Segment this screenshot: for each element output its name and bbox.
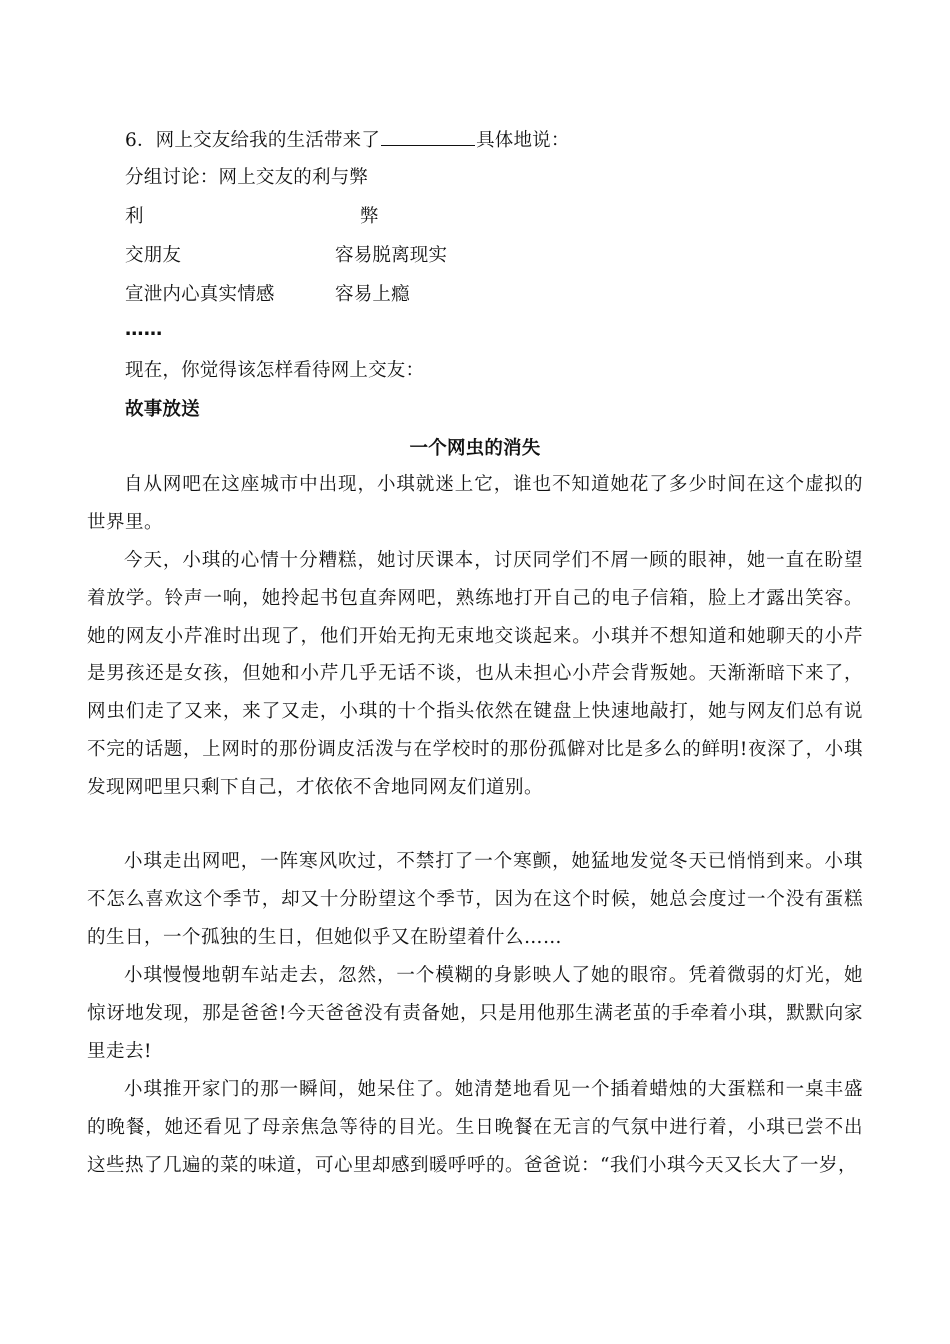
question-6-prefix: 6．网上交友给我的生活带来了 bbox=[125, 130, 381, 151]
answer-blank[interactable] bbox=[381, 127, 475, 146]
question-6 bbox=[125, 127, 570, 154]
story-paragraph: 小琪走出网吧，一阵寒风吹过，不禁打了一个寒颤，她猛地发觉冬天已悄悄到来。小琪不怎么喜欢这个季节，却又十分盼望这个季节，因为在这个时候，她总会度过一个没有蛋糕的生日，一个孤独的生日，但她似乎又在盼望着什么…… bbox=[87, 851, 863, 948]
story-paragraph: 今天，小琪的心情十分糟糕，她讨厌课本，讨厌同学们不屑一顾的眼神，她一直在盼望着放学。铃声一响，她拎起书包直奔网吧，熟练地打开自己的电子信箱，脸上才露出笑容。她的网友小芹准时出现了，他们开始无拘无束地交谈起来。小琪并不想知道和她聊天的小芹是男孩还是女孩，但她和小芹几乎无话不谈，也从未担心小芹会背叛她。天渐渐暗下来了，网虫们走了又来，来了又走，小琪的十个指头依然在键盘上快速地敲打，她与网友们总有说不完的话题，上网时的那份调皮活泼与在学校时的那份孤僻对比是多么的鲜明!夜深了，小琪发现网吧里只剩下自己，才依依不舍地同网友们道别。 bbox=[87, 550, 863, 798]
now-question: 现在，你觉得该怎样看待网上交友： bbox=[125, 360, 425, 381]
pro-con-row bbox=[125, 243, 448, 269]
con-item: 容易脱离现实 bbox=[335, 245, 448, 266]
pro-con-header bbox=[125, 204, 379, 230]
con-header: 弊 bbox=[360, 206, 379, 227]
story-paragraph: 小琪推开家门的那一瞬间，她呆住了。她清楚地看见一个插着蜡烛的大蛋糕和一桌丰盛的晚餐，她还看见了母亲焦急等待的目光。生日晚餐在无言的气氛中进行着，小琪已尝不出这些热了几遍的菜的味道，可心里却感到暖呼呼的。爸爸说：“我们小琪今天又长大了一岁， bbox=[87, 1079, 863, 1176]
section-label: 故事放送 bbox=[125, 399, 200, 420]
pro-item: 宣泄内心真实情感 bbox=[125, 284, 275, 305]
discussion-ellipsis: …… bbox=[125, 319, 163, 340]
pro-header: 利 bbox=[125, 206, 144, 227]
question-6-suffix: 具体地说： bbox=[476, 130, 570, 151]
discussion-title: 分组讨论：网上交友的利与弊 bbox=[125, 167, 369, 188]
story-paragraph: 自从网吧在这座城市中出现，小琪就迷上它，谁也不知道她花了多少时间在这个虚拟的世界里。 bbox=[87, 474, 863, 533]
pro-con-row bbox=[125, 282, 410, 308]
story-paragraph: 小琪慢慢地朝车站走去，忽然，一个模糊的身影映人了她的眼帘。凭着微弱的灯光，她惊讶地发现，那是爸爸!今天爸爸没有责备她，只是用他那生满老茧的手牵着小琪，默默向家里走去! bbox=[87, 965, 863, 1062]
story-title: 一个网虫的消失 bbox=[409, 438, 541, 459]
con-item: 容易上瘾 bbox=[335, 284, 410, 305]
pro-item: 交朋友 bbox=[125, 245, 182, 266]
